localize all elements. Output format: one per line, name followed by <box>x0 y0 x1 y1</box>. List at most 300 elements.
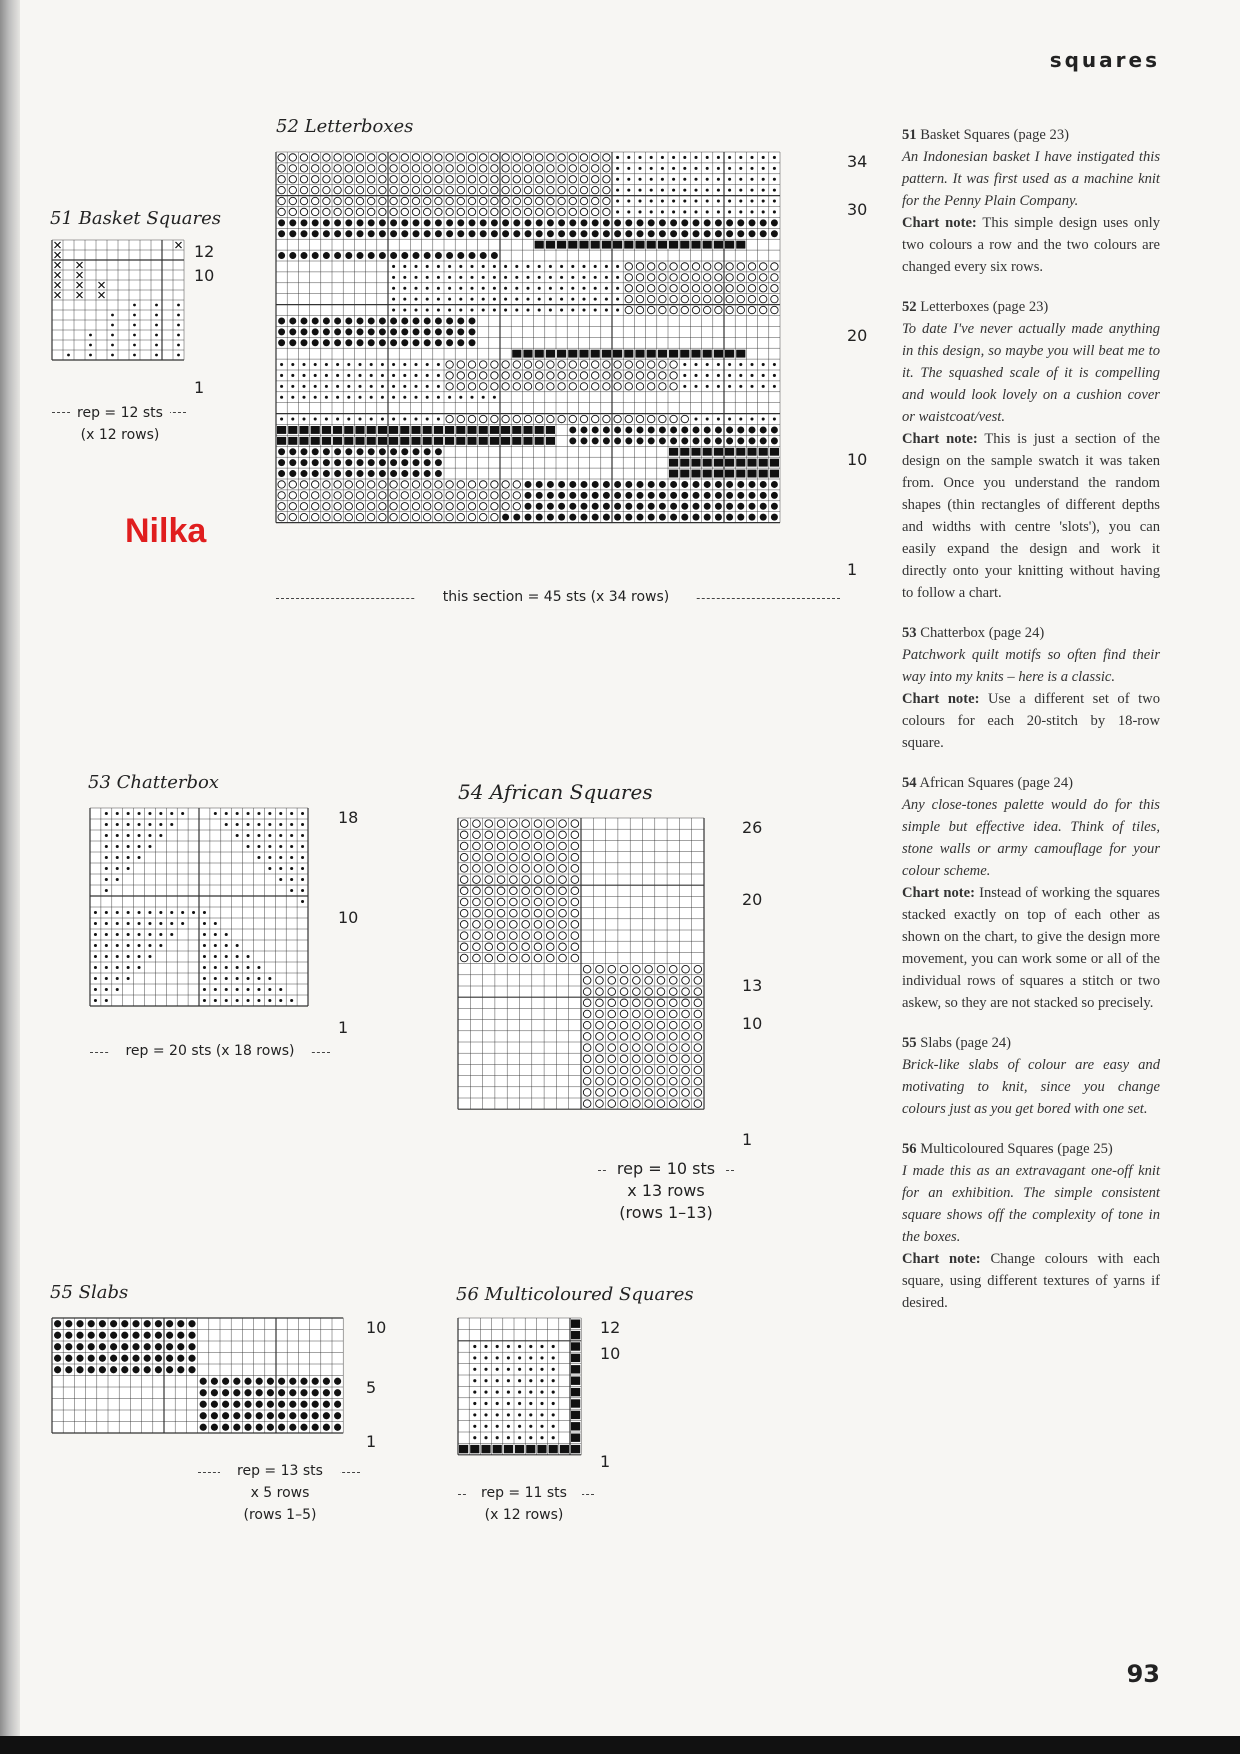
stitch-symbol <box>312 252 319 259</box>
stitch-symbol <box>592 503 599 510</box>
stitch-symbol <box>401 219 408 226</box>
stitch-symbol <box>581 437 588 444</box>
stitch-symbol <box>413 448 420 455</box>
stitch-symbol <box>502 230 509 237</box>
stitch-symbol <box>706 210 709 213</box>
stitch-symbol <box>762 418 765 421</box>
stitch-symbol <box>301 459 308 466</box>
stitch-symbol <box>256 1378 263 1385</box>
stitch-symbol <box>177 1355 184 1362</box>
stitch-symbol <box>368 230 375 237</box>
stitch-symbol <box>148 834 151 837</box>
stitch-symbol <box>773 178 776 181</box>
stitch-symbol <box>267 1378 274 1385</box>
stitch-symbol <box>200 1401 207 1408</box>
stitch-symbol <box>669 241 678 249</box>
stitch-symbol <box>279 845 282 848</box>
stitch-symbol <box>435 252 442 259</box>
chart-55-row-label: 1 <box>366 1432 377 1451</box>
stitch-symbol <box>290 878 293 881</box>
stitch-symbol <box>424 328 431 335</box>
stitch-symbol <box>345 230 352 237</box>
stitch-symbol <box>236 999 239 1002</box>
stitch-symbol <box>437 298 440 301</box>
stitch-symbol <box>323 230 330 237</box>
note-name: Letterboxes (page 23) <box>920 299 1049 315</box>
stitch-symbol <box>750 210 753 213</box>
stitch-symbol <box>116 944 119 947</box>
note-intro: Any close-tones palette would do for this simple but effective idea. Think of tiles, stone walls or army camouflage for your colour scheme. <box>902 797 1160 879</box>
stitch-symbol <box>571 1365 580 1373</box>
stitch-symbol <box>681 426 688 433</box>
stitch-symbol <box>336 385 339 388</box>
stitch-symbol <box>278 1412 285 1419</box>
stitch-symbol <box>581 426 588 433</box>
stitch-symbol <box>148 955 151 958</box>
stitch-symbol <box>717 374 720 377</box>
stitch-symbol <box>291 374 294 377</box>
stitch-symbol <box>94 999 97 1002</box>
stitch-symbol <box>616 276 619 279</box>
stitch-symbol <box>312 1424 319 1431</box>
stitch-symbol <box>507 1379 510 1382</box>
stitch-symbol <box>426 396 429 399</box>
stitch-symbol <box>670 437 677 444</box>
stitch-symbol <box>529 1402 532 1405</box>
stitch-symbol <box>529 1368 532 1371</box>
stitch-symbol <box>529 1436 532 1439</box>
stitch-symbol <box>314 374 317 377</box>
stitch-symbol <box>493 1445 502 1453</box>
stitch-symbol <box>491 219 498 226</box>
stitch-symbol <box>581 481 588 488</box>
stitch-symbol <box>568 350 577 358</box>
stitch-symbol <box>301 889 304 892</box>
stitch-symbol <box>257 999 260 1002</box>
stitch-symbol <box>484 1425 487 1428</box>
stitch-symbol <box>473 1379 476 1382</box>
stitch-symbol <box>401 339 408 346</box>
note-name: Basket Squares (page 23) <box>920 127 1069 143</box>
stitch-symbol <box>703 350 712 358</box>
stitch-symbol <box>693 481 700 488</box>
chart-53-caption: rep = 20 sts (x 18 rows) <box>110 1040 310 1062</box>
stitch-symbol <box>289 317 296 324</box>
stitch-symbol <box>728 167 731 170</box>
stitch-symbol <box>512 437 521 445</box>
stitch-symbol <box>301 856 304 859</box>
stitch-symbol <box>323 1389 330 1396</box>
stitch-symbol <box>116 911 119 914</box>
chart-54-row-label: 13 <box>742 976 763 995</box>
stitch-symbol <box>424 317 431 324</box>
stitch-symbol <box>658 241 667 249</box>
stitch-symbol <box>370 418 373 421</box>
stitch-symbol <box>116 977 119 980</box>
stitch-symbol <box>214 812 217 815</box>
stitch-symbol <box>704 503 711 510</box>
stitch-symbol <box>693 514 700 521</box>
stitch-symbol <box>257 834 260 837</box>
stitch-symbol <box>659 437 666 444</box>
stitch-symbol <box>706 385 709 388</box>
stitch-symbol <box>127 812 130 815</box>
stitch-symbol <box>367 437 376 445</box>
stitch-symbol <box>401 328 408 335</box>
stitch-symbol <box>358 363 361 366</box>
stitch-symbol <box>225 977 228 980</box>
stitch-symbol <box>280 418 283 421</box>
stitch-symbol <box>728 200 731 203</box>
stitch-symbol <box>602 241 611 249</box>
stitch-symbol <box>571 1377 580 1385</box>
stitch-symbol <box>749 426 756 433</box>
note-52 <box>902 296 1160 604</box>
stitch-symbol <box>214 955 217 958</box>
stitch-symbol <box>496 1436 499 1439</box>
stitch-symbol <box>683 167 686 170</box>
stitch-symbol <box>411 437 420 445</box>
stitch-symbol <box>148 911 151 914</box>
stitch-symbol <box>170 823 173 826</box>
note-name: Multicoloured Squares (page 25) <box>920 1141 1113 1157</box>
stitch-symbol <box>594 287 597 290</box>
stitch-symbol <box>211 1424 218 1431</box>
stitch-symbol <box>569 230 576 237</box>
stitch-symbol <box>725 448 734 456</box>
stitch-symbol <box>155 324 158 327</box>
stitch-symbol <box>166 1355 173 1362</box>
stitch-symbol <box>403 276 406 279</box>
stitch-symbol <box>236 966 239 969</box>
stitch-symbol <box>200 1378 207 1385</box>
stitch-symbol <box>225 812 228 815</box>
stitch-symbol <box>177 1332 184 1339</box>
stitch-symbol <box>344 426 353 434</box>
stitch-symbol <box>658 350 667 358</box>
stitch-symbol <box>547 514 554 521</box>
stitch-symbol <box>413 230 420 237</box>
stitch-symbol <box>301 812 304 815</box>
stitch-symbol <box>367 426 376 434</box>
stitch-symbol <box>334 339 341 346</box>
stitch-symbol <box>302 418 305 421</box>
chart-51-row-label: 1 <box>194 378 205 397</box>
note-number: 53 <box>902 625 917 641</box>
stitch-symbol <box>661 178 664 181</box>
stitch-symbol <box>403 265 406 268</box>
stitch-symbol <box>437 363 440 366</box>
stitch-symbol <box>301 823 304 826</box>
stitch-symbol <box>181 812 184 815</box>
stitch-symbol <box>88 1355 95 1362</box>
stitch-symbol <box>569 426 576 433</box>
stitch-symbol <box>127 977 130 980</box>
stitch-symbol <box>289 339 296 346</box>
chart-53-row-label: 18 <box>338 808 359 827</box>
stitch-symbol <box>683 156 686 159</box>
stitch-symbol <box>579 241 588 249</box>
stitch-symbol <box>426 374 429 377</box>
stitch-symbol <box>715 230 722 237</box>
stitch-symbol <box>659 481 666 488</box>
stitch-symbol <box>512 350 521 358</box>
stitch-symbol <box>65 1355 72 1362</box>
stitch-symbol <box>558 230 565 237</box>
stitch-symbol <box>54 1366 61 1373</box>
stitch-symbol <box>680 459 689 467</box>
stitch-symbol <box>728 418 731 421</box>
stitch-symbol <box>536 230 543 237</box>
stitch-symbol <box>504 265 507 268</box>
stitch-symbol <box>552 1368 555 1371</box>
stitch-symbol <box>357 252 364 259</box>
stitch-symbol <box>288 437 297 445</box>
stitch-symbol <box>133 304 136 307</box>
stitch-symbol <box>138 856 141 859</box>
stitch-symbol <box>473 1356 476 1359</box>
stitch-symbol <box>592 481 599 488</box>
stitch-symbol <box>773 385 776 388</box>
stitch-symbol <box>501 426 510 434</box>
stitch-symbol <box>459 265 462 268</box>
stitch-symbol <box>750 385 753 388</box>
stitch-symbol <box>569 503 576 510</box>
stitch-symbol <box>448 265 451 268</box>
stitch-symbol <box>491 252 498 259</box>
stitch-symbol <box>379 219 386 226</box>
note-53 <box>902 622 1160 754</box>
stitch-symbol <box>706 189 709 192</box>
stitch-symbol <box>290 812 293 815</box>
stitch-symbol <box>233 1401 240 1408</box>
stitch-symbol <box>159 911 162 914</box>
stitch-symbol <box>65 1366 72 1373</box>
stitch-symbol <box>737 437 744 444</box>
stitch-symbol <box>493 287 496 290</box>
stitch-symbol <box>571 309 574 312</box>
stitch-symbol <box>177 354 180 357</box>
stitch-symbol <box>760 219 767 226</box>
stitch-symbol <box>155 1355 162 1362</box>
stitch-symbol <box>728 385 731 388</box>
stitch-symbol <box>750 374 753 377</box>
note-chart-label: Chart note: <box>902 691 980 707</box>
stitch-symbol <box>512 426 521 434</box>
stitch-symbol <box>481 1445 490 1453</box>
stitch-symbol <box>312 1389 319 1396</box>
stitch-symbol <box>121 1332 128 1339</box>
stitch-symbol <box>133 344 136 347</box>
stitch-symbol <box>614 230 621 237</box>
stitch-symbol <box>170 812 173 815</box>
stitch-symbol <box>717 156 720 159</box>
chart-54-row-label: 1 <box>742 1130 753 1149</box>
stitch-symbol <box>236 944 239 947</box>
stitch-symbol <box>518 1413 521 1416</box>
stitch-symbol <box>683 178 686 181</box>
stitch-symbol <box>773 200 776 203</box>
stitch-symbol <box>278 1424 285 1431</box>
stitch-symbol <box>300 1389 307 1396</box>
stitch-symbol <box>725 350 734 358</box>
stitch-symbol <box>637 481 644 488</box>
stitch-symbol <box>312 1412 319 1419</box>
stitch-symbol <box>581 514 588 521</box>
stitch-symbol <box>289 219 296 226</box>
stitch-symbol <box>484 1356 487 1359</box>
stitch-symbol <box>247 966 250 969</box>
stitch-symbol <box>515 309 518 312</box>
stitch-symbol <box>614 437 621 444</box>
stitch-symbol <box>144 1320 151 1327</box>
stitch-symbol <box>334 459 341 466</box>
stitch-symbol <box>236 812 239 815</box>
stitch-symbol <box>482 298 485 301</box>
chart-51-caption: rep = 12 sts <box>70 402 170 424</box>
stitch-symbol <box>694 210 697 213</box>
stitch-symbol <box>312 470 319 477</box>
stitch-symbol <box>614 426 621 433</box>
stitch-symbol <box>312 1401 319 1408</box>
stitch-symbol <box>278 328 285 335</box>
stitch-symbol <box>414 265 417 268</box>
stitch-symbol <box>424 470 431 477</box>
stitch-symbol <box>557 350 566 358</box>
chart-54-row-label: 20 <box>742 890 763 909</box>
chart-54-row-label: 10 <box>742 1014 763 1033</box>
stitch-symbol <box>94 966 97 969</box>
stitch-symbol <box>159 944 162 947</box>
stitch-symbol <box>289 459 296 466</box>
stitch-symbol <box>105 933 108 936</box>
stitch-symbol <box>625 426 632 433</box>
stitch-symbol <box>211 1401 218 1408</box>
stitch-symbol <box>222 1389 229 1396</box>
stitch-symbol <box>680 241 689 249</box>
stitch-symbol <box>473 1425 476 1428</box>
stitch-symbol <box>760 514 767 521</box>
stitch-symbol <box>403 363 406 366</box>
stitch-symbol <box>523 350 532 358</box>
stitch-symbol <box>268 988 271 991</box>
stitch-symbol <box>496 1356 499 1359</box>
chart-51-caption: (x 12 rows) <box>80 427 160 443</box>
stitch-symbol <box>413 328 420 335</box>
stitch-symbol <box>345 459 352 466</box>
stitch-symbol <box>301 448 308 455</box>
stitch-symbol <box>325 396 328 399</box>
stitch-symbol <box>704 230 711 237</box>
stitch-symbol <box>706 156 709 159</box>
stitch-symbol <box>714 470 723 478</box>
stitch-symbol <box>347 385 350 388</box>
stitch-symbol <box>635 241 644 249</box>
stitch-symbol <box>739 156 742 159</box>
stitch-symbol <box>435 317 442 324</box>
stitch-symbol <box>400 437 409 445</box>
stitch-symbol <box>535 241 544 249</box>
stitch-symbol <box>549 265 552 268</box>
stitch-symbol <box>484 1413 487 1416</box>
stitch-symbol <box>414 298 417 301</box>
stitch-symbol <box>717 178 720 181</box>
stitch-symbol <box>311 437 320 445</box>
stitch-symbol <box>715 503 722 510</box>
stitch-symbol <box>290 999 293 1002</box>
stitch-symbol <box>203 966 206 969</box>
stitch-symbol <box>314 396 317 399</box>
stitch-symbol <box>244 1389 251 1396</box>
stitch-symbol <box>378 426 387 434</box>
note-chart-label: Chart note: <box>902 885 975 901</box>
stitch-symbol <box>603 503 610 510</box>
stitch-symbol <box>379 328 386 335</box>
stitch-symbol <box>225 823 228 826</box>
stitch-symbol <box>138 812 141 815</box>
stitch-symbol <box>414 396 417 399</box>
stitch-symbol <box>669 448 678 456</box>
chart-54-title: 54 African Squares <box>458 780 653 804</box>
stitch-symbol <box>726 503 733 510</box>
stitch-symbol <box>170 911 173 914</box>
stitch-symbol <box>357 230 364 237</box>
stitch-symbol <box>571 1388 580 1396</box>
stitch-symbol <box>355 437 364 445</box>
stitch-symbol <box>749 437 756 444</box>
stitch-symbol <box>257 812 260 815</box>
stitch-symbol <box>691 350 700 358</box>
stitch-symbol <box>105 911 108 914</box>
stitch-symbol <box>552 1391 555 1394</box>
stitch-symbol <box>111 324 114 327</box>
stitch-symbol <box>144 1343 151 1350</box>
stitch-symbol <box>268 845 271 848</box>
stitch-symbol <box>496 1413 499 1416</box>
stitch-symbol <box>493 265 496 268</box>
stitch-symbol <box>105 812 108 815</box>
stitch-symbol <box>278 252 285 259</box>
stitch-symbol <box>333 426 342 434</box>
stitch-symbol <box>188 1332 195 1339</box>
stitch-symbol <box>739 418 742 421</box>
stitch-symbol <box>536 481 543 488</box>
stitch-symbol <box>750 363 753 366</box>
stitch-symbol <box>291 385 294 388</box>
stitch-symbol <box>469 252 476 259</box>
stitch-symbol <box>714 241 723 249</box>
stitch-symbol <box>225 933 228 936</box>
stitch-symbol <box>694 156 697 159</box>
stitch-symbol <box>301 230 308 237</box>
stitch-symbol <box>347 374 350 377</box>
stitch-symbol <box>717 167 720 170</box>
stitch-symbol <box>750 178 753 181</box>
stitch-symbol <box>426 309 429 312</box>
stitch-symbol <box>770 470 779 478</box>
stitch-symbol <box>159 823 162 826</box>
stitch-symbol <box>334 230 341 237</box>
stitch-symbol <box>301 339 308 346</box>
stitch-symbol <box>159 834 162 837</box>
stitch-symbol <box>435 448 442 455</box>
stitch-symbol <box>312 339 319 346</box>
stitch-symbol <box>138 911 141 914</box>
stitch-symbol <box>515 1445 524 1453</box>
stitch-symbol <box>299 426 308 434</box>
stitch-symbol <box>736 241 745 249</box>
stitch-symbol <box>247 955 250 958</box>
